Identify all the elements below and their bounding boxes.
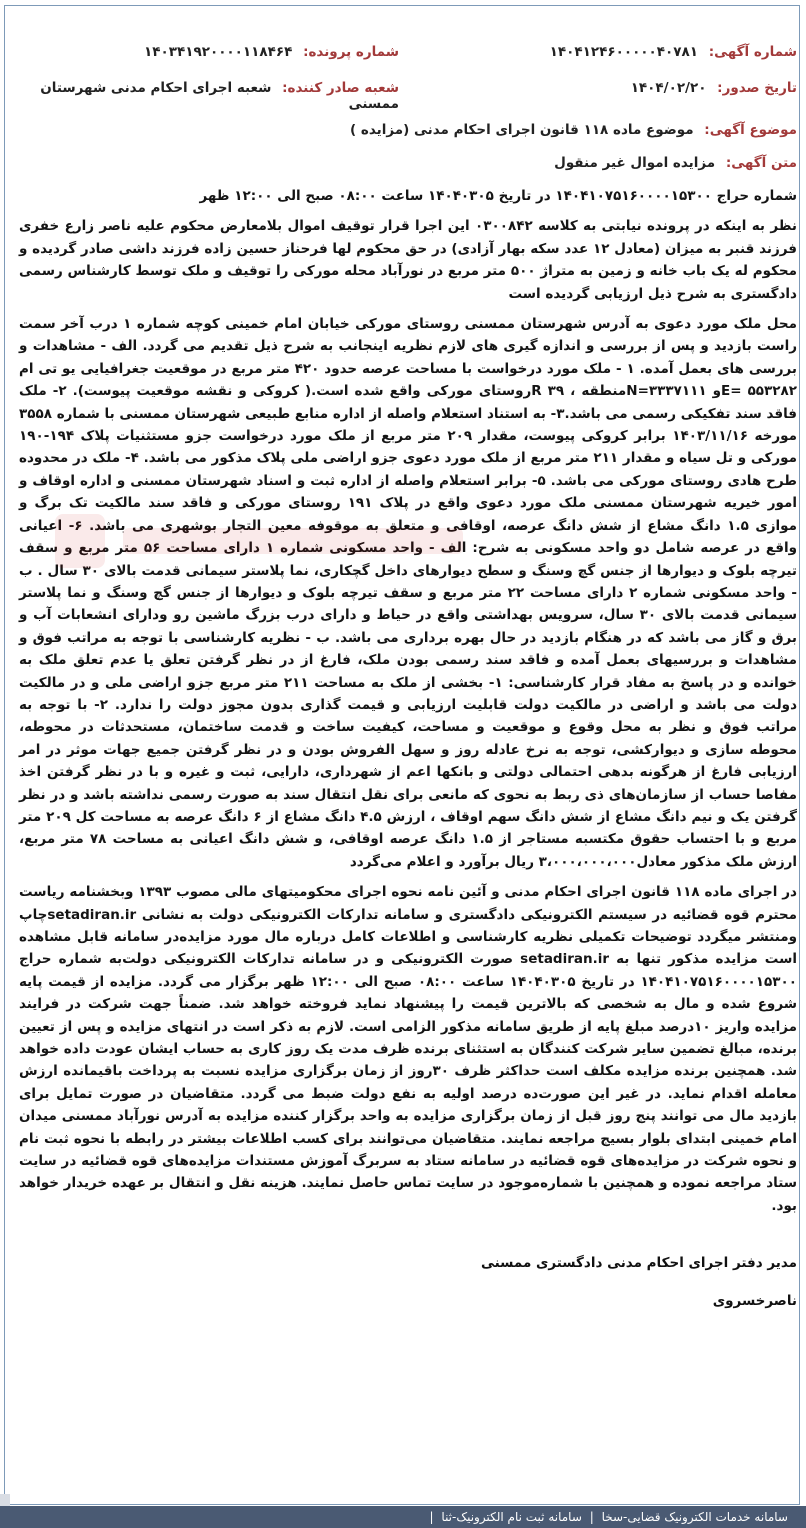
footer-separator-end: | <box>429 1510 434 1524</box>
ad-body <box>19 185 797 1217</box>
footer-separator: | <box>589 1510 594 1524</box>
ad-text-value: مزایده اموال غیر منقول <box>554 155 716 171</box>
ad-number-value: ۱۴۰۴۱۲۴۶۰۰۰۰۰۴۰۷۸۱ <box>549 44 698 60</box>
document-frame <box>4 5 800 1505</box>
sana-link[interactable]: سامانه ثبت نام الکترونیک-ثنا <box>441 1510 582 1524</box>
signature-title: مدیر دفتر اجرای احکام مدنی دادگستری ممسنی <box>481 1255 797 1272</box>
paragraph-expert-report: محل ملک مورد دعوی به آدرس شهرستان ممسنی روستای مورکی خیابان امام خمینی کوچه شماره ۱ درب آخر سمت راست بازدید و پس از بررسی و اندازه گیری های لازم نظریه اینجانب به شرح ذیل تقدیم می گردد. الف - مشاهدات و بررسی های بعمل آمده. ۱ - ملک مورد درخواست با مساحت عرصه حدود ۴۲۰ متر مربع در موقعیت جغرافیایی یو تی ام E= ۵۵۳۲۸۲و N=۳۳۳۷۱۱۱منطقه ، ۳۹ Rروستای مورکی واقع شده است.( کروکی و نقشه موقعیت پیوست). ۲- ملک فاقد سند تفکیکی رسمی می باشد.۳- به استناد استعلام واصله از اداره منابع طبیعی شهرستان ممسنی با شماره ۳۵۵۸ مورخه ۱۴۰۳/۱۱/۱۶ برابر کروکی پیوست، مقدار ۲۰۹ متر مربع از ملک مورد درخواست جزو مستثنیات پلاک ۱۹۴-۱۹۰ مورکی و تل سیاه و مقدار ۲۱۱ متر مربع از ملک مورد دعوی جزو اراضی ملی پلاک مذکور می باشد. ۴- ملک در محدوده طرح هادی روستای مورکی می باشد. ۵- برابر استعلام واصله از اداره ثبت و اسناد شهرستان ممسنی و اداره اوقاف و امور خیریه شهرستان ممسنی ملک مورد دعوی واقع در پلاک ۱۹۱ روستای مورکی و فاقد سند مالکیت تک برگ و موازی ۱.۵ دانگ مشاع از شش دانگ عرصه، اوقافی و متعلق به موقوفه معین التجار بوشهری می باشد. ۶- اعیانی واقع در عرصه شامل دو واحد مسکونی به شرح: الف - واحد مسکونی شماره ۱ دارای مساحت ۵۶ متر مربع و سقف تیرچه بلوک و دیوارها از جنس گچ وسنگ و سطح دیوارهای داخل گچکاری، نما پلاستر سیمانی قدمت بالای ۳۰ سال . ب - واحد مسکونی شماره ۲ دارای مساحت ۲۲ متر مربع و سقف تیرچه بلوک و دیوارها از جنس گچ وسنگ و نما پلاستر سیمانی قدمت بالای ۳۰ سال، سرویس بهداشتی واقع در حیاط و دارای درب بزرگ ماشین رو ودارای انشعابات آب و برق و گاز می باشد که در هنگام بازدید در حال بهره برداری می باشد. ب - نظریه کارشناسی با توجه به مراتب فوق و مشاهدات و بررسیهای بعمل آمده و فاقد سند رسمی بودن ملک، فارغ از در نظر گرفتن تعلق یا عدم تعلق ملک به خوانده و در پاسخ به مفاد قرار کارشناسی: ۱- بخشی از ملک به مساحت ۲۱۱ متر مربع جزو اراضی ملی و در مالکیت دولت می باشد و اراضی در مالکیت دولت قابلیت ارزیابی و قیمت گذاری بدون مجوز دولت را ندارد. ۲- با توجه به مراتب فوق و نظر به محل وقوع و موقعیت و مساحت، کیفیت ساخت و قدمت ساختمان، مستحدثات در محوطه، محوطه سازی و دیوارکشی، توجه به نرخ عادله روز و سهل الفروش بودن و در نظر گرفتن جمیع جهات موثر در امر ارزیابی فارغ از هرگونه بدهی احتمالی دولتی و بانکها اعم از شهرداری، دارایی، ثبت و غیره و با در نظر گرفتن اخذ مفاصا حساب از سازمان‌های ذی ربط به نحوی که مانعی برای نقل انتقال سند به صورت رسمی نداشته باشد و در نظر گرفتن یک و نیم دانگ مشاع از شش دانگ سهم اوقاف ، ارزش ۴.۵ دانگ مشاع از ۶ دانگ عرصه به مساحت کل ۲۰۹ متر مربع و با احتساب حقوق مکتسبه مستاجر از ۱.۵ دانگ عرصه اوقافی، و شش دانگ اعیانی به مساحت ۷۸ متر مربع، ارزش ملک مذکور معادل۳،۰۰۰،۰۰۰،۰۰۰ ریال برآورد و اعلام می‌گردد <box>19 316 798 870</box>
saha-link[interactable]: سامانه خدمات الکترونیک قضایی-سخا <box>601 1510 788 1524</box>
auction-line: شماره حراج ۱۴۰۴۱۰۷۵۱۶۰۰۰۰۱۵۳۰۰ در تاریخ ۱۴۰۴۰۳۰۵ ساعت ۰۸:۰۰ صبح الی ۱۲:۰۰ ظهر <box>199 188 797 204</box>
paragraph-auction-terms: در اجرای ماده ۱۱۸ قانون اجرای احکام مدنی و آئین نامه نحوه اجرای محکومیتهای مالی مصوب ۱۳۹۳ وبخشنامه ریاست محترم قوه قضائیه در سیستم الکترونیکی دادگستری و سامانه تدارکات الکترونیکی دولت به نشانی setadiran.irچاپ ومنتشر میگردد توضیحات تکمیلی نظریه کارشناسی و اطلاعات کامل درباره مال مورد مزایده‌در سامانه قابل مشاهده است مزایده مذکور تنها به setadiran.ir صورت الکترونیکی و در سامانه تدارکات الکترونیکی دولت‌به شماره حراج ۱۴۰۴۱۰۷۵۱۶۰۰۰۰۱۵۳۰۰ در تاریخ ۱۴۰۴۰۳۰۵ ساعت ۰۸:۰۰ صبح الی ۱۲:۰۰ ظهر برگزار می گردد. مزایده از قیمت پایه شروع شده و مال به شخصی که بالاترین قیمت را پیشنهاد نماید فروخته خواهد شد. ضمناً جهت شرکت در فرایند مزایده واریز ۱۰درصد مبلغ پایه از طریق سامانه مذکور الزامی است. لازم به ذکر است در انتهای مزایده و پس از تعیین برنده، مبالغ تضمین سایر شرکت کنندگان به استثنای برنده ظرف مدت یک روز کاری به حساب ایشان عودت داده خواهد شد. همچنین برنده مزایده مکلف است حداکثر ظرف ۳۰روز از زمان برگزاری مزایده نسبت به پرداخت باقیمانده ارزش معامله اقدام نماید. در غیر این صورت‌ده درصد اولیه به نفع دولت ضبط می گردد. متقاضیان در صورت تمایل برای بازدید مال می توانند پنج روز قبل از زمان برگزاری مزایده به واحد برگزار کننده مزایده به آدرس نورآباد ممسنی میدان امام خمینی ابتدای بلوار بسیج مراجعه نمایند. متقاضیان می‌توانند برای کسب اطلاعات بیشتر در رابطه با نحوه ثبت نام و نحوه شرکت در مزایده‌های قوه قضائیه در سامانه ستاد به سربرگ آموزش مستندات مزایده‌های قوه قضائیه در سایت ستاد مراجعه نموده و همچنین با شماره‌موجود در سایت تماس حاصل نمایند. هزینه نقل و انتقال بر عهده خریدار خواهد بود. <box>19 884 797 1214</box>
paragraph-seizure: نظر به اینکه در پرونده نیابتی به کلاسه ۰۳۰۰۸۴۲ این اجرا قرار توقیف اموال بلامعارض محکوم علیه ناصر زارع خفری فرزند قنبر به میزان (معادل ۱۲ عدد سکه بهار آزادی) در حق محکوم لها فرحناز حسین زاده فرزند داشی صادر گردیده و محکوم له یک باب خانه و زمین به متراژ ۵۰۰ متر مربع در نورآباد محله مورکی را توقیف و ملک توسط کارشناس رسمی دادگستری به شرح ذیل ارزیابی گردیده است <box>19 218 798 302</box>
issuer-value: شعبه اجرای احکام مدنی شهرستان ممسنی <box>40 80 399 112</box>
ad-text-label: متن آگهی: <box>725 155 797 171</box>
subject-line <box>19 122 797 138</box>
ad-number-label: شماره آگهی: <box>708 44 797 60</box>
footer-links <box>426 1510 788 1524</box>
file-number-value: ۱۴۰۳۴۱۹۲۰۰۰۰۱۱۸۴۶۴ <box>144 44 293 60</box>
header-row-1 <box>19 18 797 58</box>
signature-block <box>19 1247 797 1317</box>
scrollbar-corner <box>0 1494 10 1506</box>
subject-label: موضوع آگهی: <box>704 122 797 138</box>
signature-name: ناصرخسروی <box>712 1293 797 1310</box>
subject-value: موضوع ماده ۱۱۸ قانون اجرای احکام مدنی (مزایده ) <box>350 122 694 138</box>
header-row-2 <box>19 58 797 112</box>
issue-date-label: تاریخ صدور: <box>717 80 797 96</box>
ad-text-line <box>19 155 797 171</box>
footer-bar <box>0 1506 806 1528</box>
file-number-label: شماره پرونده: <box>303 44 399 60</box>
issue-date <box>631 80 797 96</box>
issuer-label: شعبه صادر کننده: <box>282 80 399 96</box>
issue-date-value: ۱۴۰۴/۰۲/۲۰ <box>630 80 707 96</box>
document-body <box>19 18 797 1317</box>
issuer <box>19 80 399 112</box>
